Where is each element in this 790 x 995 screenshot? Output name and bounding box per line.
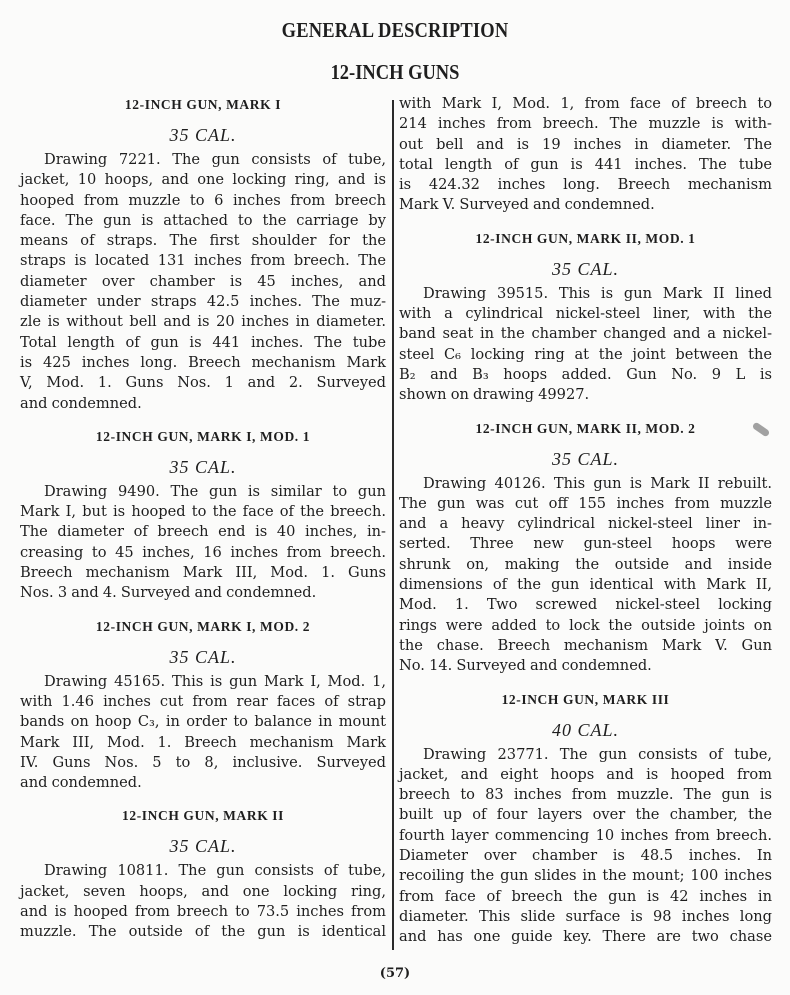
caliber-subheading: 35 CAL. [551, 448, 619, 469]
text-line: the chase. Breech mechanism Mark V. Gun [399, 636, 772, 654]
text-line: Nos. 3 and 4. Surveyed and condemned. [20, 584, 317, 602]
text-line: muzzle. The outside of the gun is identical [20, 923, 386, 941]
text-line: is 425 inches long. Breech mechanism Mark [20, 353, 386, 371]
entry-heading: 12-INCH GUN, MARK I, MOD. 1 [95, 428, 311, 444]
text-line: out bell and is 19 inches in diameter. The [399, 135, 772, 153]
text-line: recoiling the gun slides in the mount; 100 inches [399, 867, 772, 885]
text-line: jacket, and eight hoops and is hooped from [399, 765, 772, 783]
text-line: from face of breech the gun is 42 inches in [399, 887, 772, 905]
text-line: shrunk on, making the outside and inside [399, 555, 772, 573]
paragraph [20, 672, 386, 794]
text-line: diameter under straps 42.5 inches. The muz- [20, 293, 386, 311]
text-line: Diameter over chamber is 48.5 inches. In [399, 847, 772, 865]
text-line: diameter. This slide surface is 98 inches long [399, 907, 772, 925]
text-line: V, Mod. 1. Guns Nos. 1 and 2. Surveyed [20, 374, 386, 392]
paragraph [399, 94, 772, 216]
text-line: jacket, 10 hoops, and one locking ring, and is [20, 171, 386, 189]
caliber-subheading: 35 CAL. [169, 125, 237, 145]
text-line: jacket, seven hoops, and one locking ring, [20, 882, 386, 900]
spacer [399, 216, 772, 228]
text-line: band seat in the chamber changed and a nickel- [399, 325, 772, 343]
text-line: 214 inches from breech. The muzzle is with- [399, 115, 772, 133]
text-line: Drawing 39515. This is gun Mark II lined [423, 284, 772, 302]
text-line: and a heavy cylindrical nickel-steel liner in- [399, 515, 772, 533]
text-line: and is hooped from breech to 73.5 inches from [20, 903, 386, 921]
text-line: hooped from muzzle to 6 inches from breech [20, 191, 386, 209]
caliber-subheading: 35 CAL. [169, 646, 237, 667]
text-line: straps is located 131 inches from breech. The [20, 252, 386, 270]
text-line: IV. Guns Nos. 5 to 8, inclusive. Surveyed [20, 753, 386, 771]
text-line: Mark V. Surveyed and condemned. [399, 196, 655, 214]
text-line: steel C₆ locking ring at the joint between the [399, 345, 772, 363]
caliber-subheading: 35 CAL. [551, 258, 619, 279]
text-line: B₂ and B₃ hoops added. Gun No. 9 L is [399, 365, 772, 383]
text-line: with Mark I, Mod. 1, from face of breech to [399, 95, 772, 112]
left-column [20, 94, 386, 943]
text-line: bands on hoop C₃, in order to balance in mount [20, 713, 386, 731]
caliber-subheading: 35 CAL. [169, 836, 237, 857]
text-line: with a cylindrical nickel-steel liner, with the [399, 305, 772, 323]
right-column [399, 94, 772, 948]
entry-heading: 12-INCH GUN, MARK I [124, 97, 282, 112]
text-line: built up of four layers over the chamber, the [399, 806, 772, 824]
spacer [20, 604, 386, 616]
text-line: The gun was cut off 155 inches from muzzle [399, 494, 772, 512]
text-line: breech to 83 inches from muzzle. The gun is [399, 786, 772, 804]
column-divider [392, 100, 394, 950]
text-line: is 424.32 inches long. Breech mechanism [399, 176, 772, 194]
text-line: means of straps. The first shoulder for the [20, 232, 386, 250]
entry-heading: 12-INCH GUN, MARK I, MOD. 2 [95, 618, 311, 634]
text-line: and condemned. [20, 774, 142, 792]
entry-heading: 12-INCH GUN, MARK III [501, 691, 670, 707]
text-line: diameter over chamber is 45 inches, and [20, 272, 386, 290]
paragraph [20, 150, 386, 414]
text-line: shown on drawing 49927. [399, 386, 590, 404]
page-number: (57) [379, 966, 411, 981]
text-line: creasing to 45 inches, 16 inches from breech. [20, 543, 386, 561]
text-line: total length of gun is 441 inches. The tube [399, 155, 772, 173]
text-line: Drawing 7221. The gun consists of tube, [44, 151, 386, 168]
paragraph [399, 474, 772, 677]
page-title: GENERAL DESCRIPTION [281, 18, 509, 42]
text-line: fourth layer commencing 10 inches from breech. [399, 826, 772, 844]
text-line: and condemned. [20, 394, 142, 412]
text-line: Mark III, Mod. 1. Breech mechanism Mark [20, 733, 386, 751]
section-title: 12-INCH GUNS [330, 60, 460, 84]
paragraph [20, 861, 386, 942]
text-line: Mark I, but is hooped to the face of the breech. [20, 503, 386, 521]
text-line: Mod. 1. Two screwed nickel-steel locking [399, 596, 772, 614]
text-line: dimensions of the gun identical with Mark II, [399, 576, 772, 594]
text-line: face. The gun is attached to the carriage by [20, 211, 386, 229]
spacer [399, 677, 772, 689]
entry-heading: 12-INCH GUN, MARK II [122, 808, 284, 824]
caliber-subheading: 35 CAL. [169, 456, 237, 477]
text-line: Breech mechanism Mark III, Mod. 1. Guns [20, 564, 386, 582]
text-line: with 1.46 inches cut from rear faces of strap [20, 692, 386, 710]
text-line: serted. Three new gun-steel hoops were [399, 535, 772, 553]
paragraph [399, 284, 772, 406]
entry-heading: 12-INCH GUN, MARK II, MOD. 2 [475, 420, 696, 436]
text-line: Drawing 9490. The gun is similar to gun [44, 482, 386, 500]
paragraph [20, 482, 386, 604]
text-line: Drawing 23771. The gun consists of tube, [423, 745, 772, 763]
text-line: zle is without bell and is 20 inches in diameter. [20, 313, 386, 331]
text-line: Drawing 10811. The gun consists of tube, [44, 862, 386, 880]
text-line: and has one guide key. There are two chase [399, 928, 772, 946]
spacer [20, 414, 386, 426]
spacer [20, 793, 386, 805]
text-line: The diameter of breech end is 40 inches, in- [20, 523, 386, 541]
paragraph [399, 745, 772, 948]
text-line: Total length of gun is 441 inches. The tube [20, 333, 386, 351]
text-line: No. 14. Surveyed and condemned. [399, 657, 652, 675]
entry-heading: 12-INCH GUN, MARK II, MOD. 1 [475, 230, 696, 246]
text-line: Drawing 45165. This is gun Mark I, Mod. 1, [44, 672, 386, 690]
text-line: Drawing 40126. This gun is Mark II rebuilt. [423, 474, 772, 492]
text-line: rings were added to lock the outside joints on [399, 616, 772, 634]
caliber-subheading: 40 CAL. [551, 719, 619, 740]
spacer [399, 406, 772, 418]
